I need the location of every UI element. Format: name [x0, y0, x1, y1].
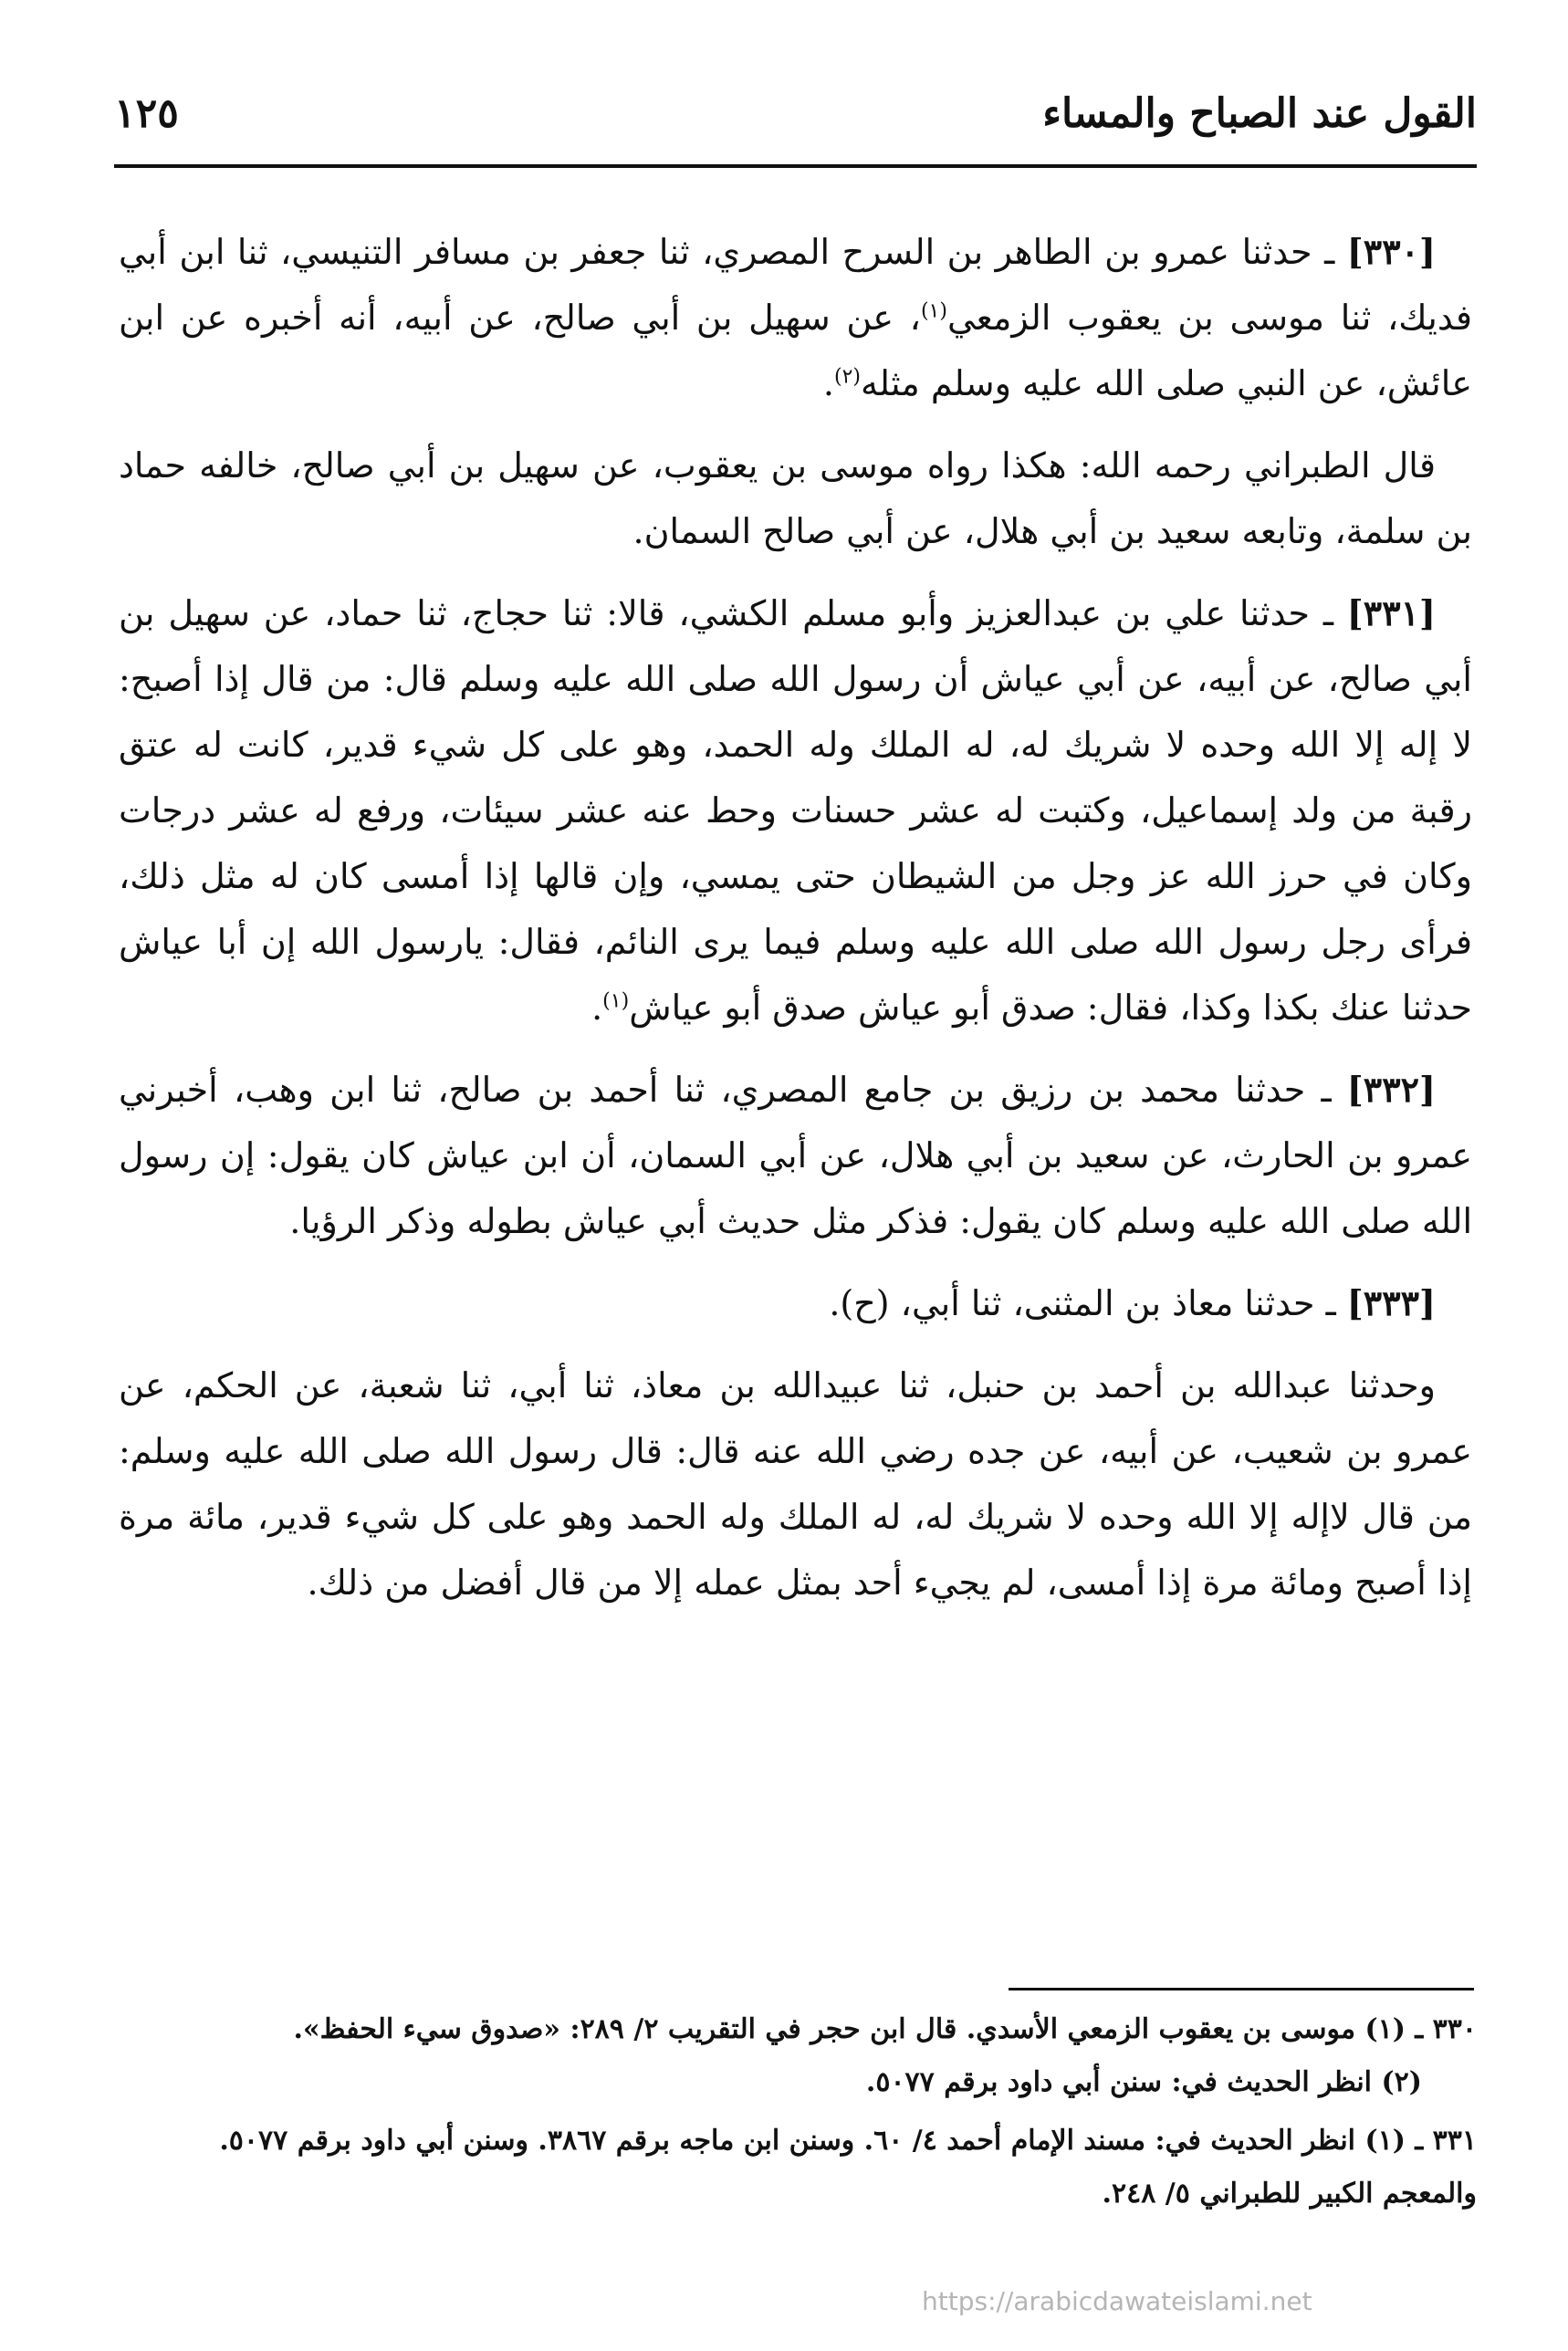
- commentary-text: قال الطبراني رحمه الله: هكذا رواه موسى بن يعقوب، عن سهيل بن أبي صالح، خالفه حماد بن سلمة، وتابعه سعيد بن أبي هلال، عن أبي صالح السمان.: [119, 445, 1472, 551]
- hadith-330: [119, 219, 1472, 416]
- hadith-333: [119, 1270, 1472, 1336]
- hadith-text: ـ حدثنا علي بن عبدالعزيز وأبو مسلم الكشي، قالا: ثنا حجاج، ثنا حماد، عن سهيل بن أبي صالح، عن أبيه، عن أبي عياش أن رسول الله صلى الله عليه وسلم قال: من قال إذا أصبح: لا إله إلا الله وحده لا شريك له، له الملك وله الحمد، وهو على كل شيء قدير، كانت له عتق رقبة من ولد إسماعيل، وكتبت له عشر حسنات وحط عنه عشر سيئات، ورفع له عشر درجات وكان في حرز الله عز وجل من الشيطان حتى يمسي، وإن قالها إذا أمسى كان له مثل ذلك، فرأى رجل رسول الله صلى الله عليه وسلم فيما يرى النائم، فقال: يارسول الله إن أبا عياش حدثنا عنك بكذا وكذا، فقال: صدق أبو عياش صدق أبو عياش: [119, 593, 1472, 1028]
- hadith-number: [٣٣٠]: [1346, 231, 1436, 272]
- hadith-text: .: [822, 363, 834, 403]
- footnote-ref: (٢): [834, 365, 862, 389]
- footnotes: [119, 2003, 1477, 2220]
- watermark: https://arabicdawateislami.net: [922, 2286, 1312, 2316]
- hadith-text: ـ حدثنا محمد بن رزيق بن جامع المصري، ثنا أحمد بن صالح، ثنا ابن وهب، أخبرني عمرو بن الحارث، عن سعيد بن أبي هلال، عن أبي السمان، أن ابن عياش كان يقول: إن رسول الله صلى الله عليه وسلم كان يقول: فذكر مثل حديث أبي عياش بطوله وذكر الرؤيا.: [119, 1070, 1472, 1241]
- hadith-331: [119, 580, 1472, 1040]
- hadith-text: ـ حدثنا عمرو بن الطاهر بن السرح المصري، ثنا جعفر بن مسافر التنيسي، ثنا ابن أبي فديك، ثنا موسى بن يعقوب الزمعي: [119, 232, 1472, 338]
- header-divider: [114, 164, 1477, 168]
- footnote-330-2: (٢) انظر الحديث في: سنن أبي داود برقم ٥٠٧٧.: [865, 2066, 1422, 2098]
- running-title: القول عند الصباح والمساء: [1042, 90, 1477, 137]
- hadith-number: [٣٣١]: [1346, 592, 1436, 633]
- hadith-text: ـ حدثنا معاذ بن المثنى، ثنا أبي، (ح).: [829, 1283, 1347, 1323]
- footnote-330-1: ٣٣٠ ـ (١) موسى بن يعقوب الزمعي الأسدي. قال ابن حجر في التقريب ٢/ ٢٨٩: «صدوق سيء الحفظ».: [293, 2013, 1477, 2045]
- hadith-text: وحدثنا عبدالله بن أحمد بن حنبل، ثنا عبيدالله بن معاذ، ثنا أبي، ثنا شعبة، عن الحكم، عن عمرو بن شعيب، عن أبيه، عن جده رضي الله عنه قال: قال رسول الله صلى الله عليه وسلم: من قال لاإله إلا الله وحده لا شريك له، له الملك وله الحمد وهو على كل شيء قدير، مائة مرة إذا أصبح ومائة مرة إذا أمسى، لم يجيء أحد بمثل عمله إلا من قال أفضل من ذلك.: [119, 1365, 1472, 1603]
- page-number: ١٢٥: [114, 90, 179, 137]
- hadith-332: [119, 1057, 1472, 1254]
- commentary-paragraph: [119, 433, 1472, 564]
- hadith-number: [٣٣٣]: [1346, 1282, 1436, 1323]
- hadith-text: ، عن سهيل بن أبي صالح، عن أبيه، أنه أخبره عن ابن عائش، عن النبي صلى الله عليه وسلم مثله: [119, 298, 1472, 403]
- footnote-331-1: ٣٣١ ـ (١) انظر الحديث في: مسند الإمام أحمد ٤/ ٦٠. وسنن ابن ماجه برقم ٣٨٦٧. وسنن أبي داود برقم ٥٠٧٧. والمعجم الكبير للطبراني ٥/ ٢٤٨.: [219, 2125, 1477, 2210]
- footnote-ref: (١): [602, 989, 630, 1013]
- page-header: [114, 87, 1477, 160]
- hadith-text: .: [591, 987, 603, 1028]
- footnote-ref: (١): [920, 299, 947, 323]
- main-text: [119, 219, 1472, 1632]
- hadith-number: [٣٣٢]: [1346, 1069, 1436, 1110]
- hadith-333-continuation: [119, 1353, 1472, 1615]
- footnote-divider: [1009, 1988, 1474, 1991]
